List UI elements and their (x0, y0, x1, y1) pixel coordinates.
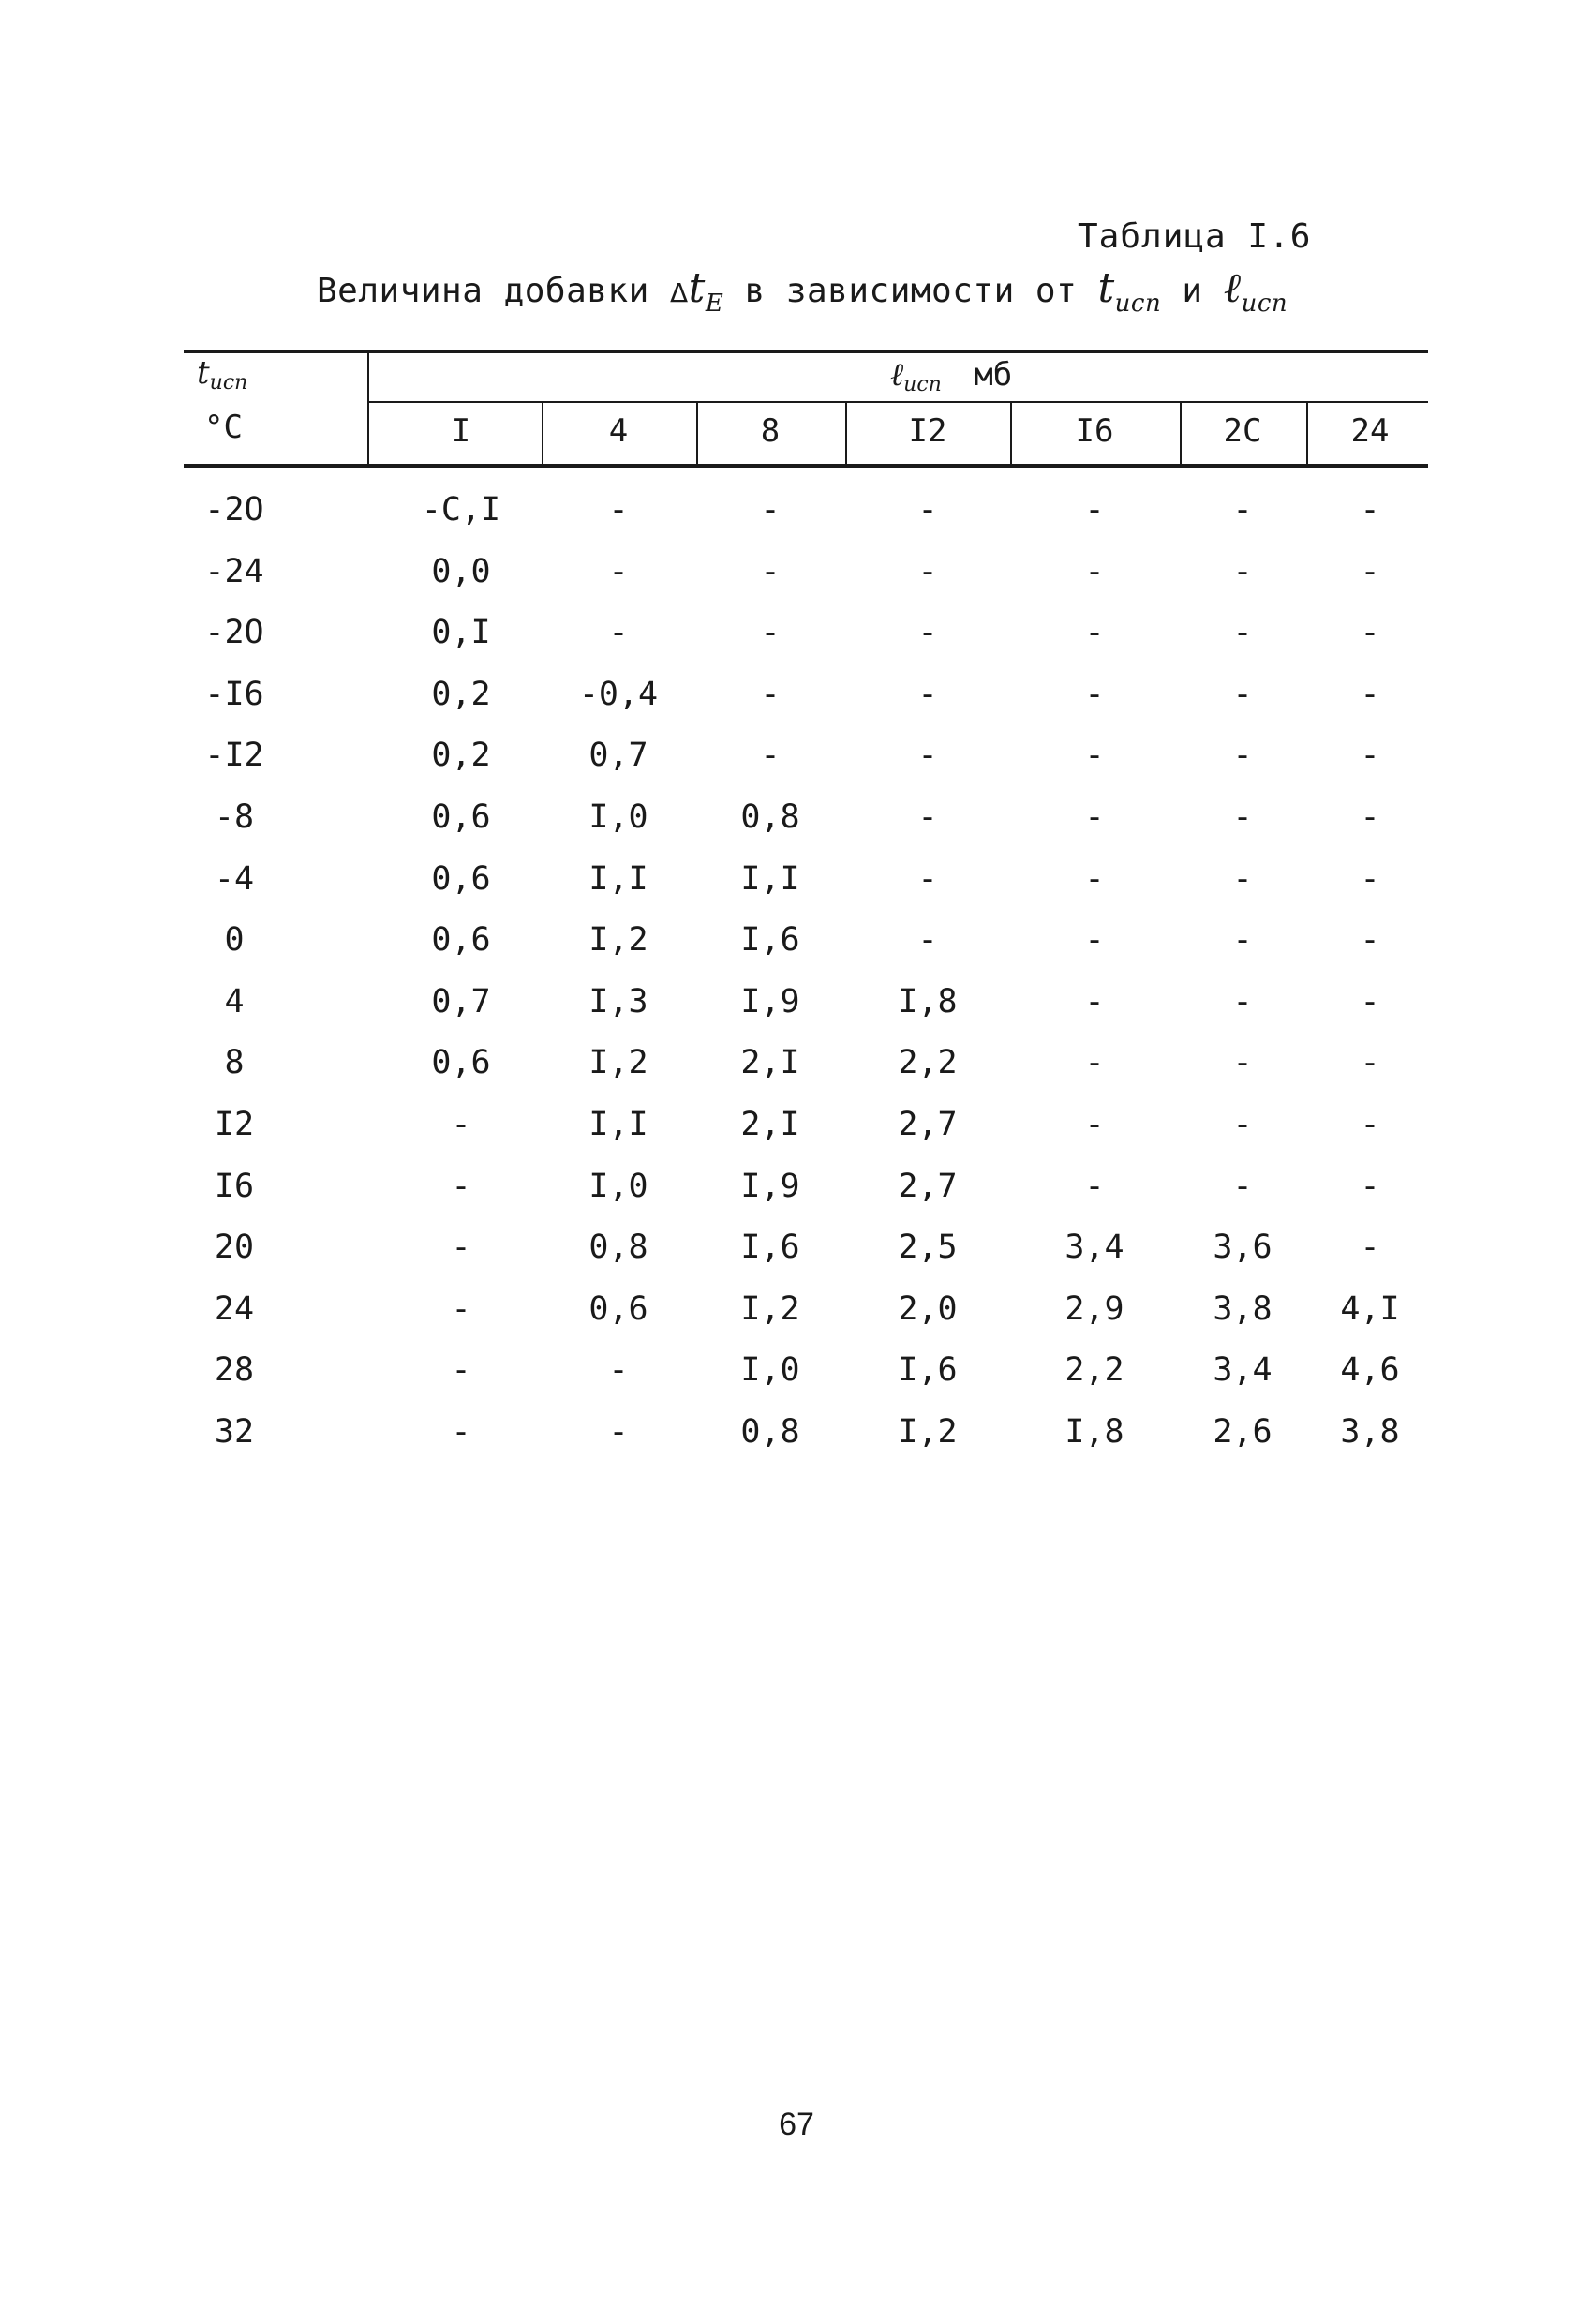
table-row (0, 1229, 1593, 1285)
table-cell: - (760, 676, 781, 713)
column-header: I6 (1075, 412, 1114, 450)
table-cell: I,I (588, 860, 648, 898)
table-row (0, 553, 1593, 609)
table-cell: I,I (740, 860, 800, 898)
caption-delta-symbol: Δ (669, 277, 689, 308)
table-cell: - (1084, 1106, 1105, 1143)
caption-and: и (1182, 272, 1203, 310)
table-cell: - (1360, 1106, 1380, 1143)
header-vline (1306, 403, 1308, 468)
table-cell: - (608, 1351, 629, 1389)
table-cell: 0,0 (431, 553, 491, 590)
table-cell: 0,6 (431, 860, 491, 898)
header-inner-divider (367, 401, 1428, 403)
row-temperature: 4 (224, 983, 245, 1020)
table-cell: - (1360, 983, 1380, 1020)
table-cell: - (1232, 798, 1253, 836)
table-header (184, 350, 1428, 468)
table-cell: - (917, 737, 938, 774)
row-temperature: 8 (224, 1044, 245, 1081)
table-cell: 2,0 (898, 1290, 958, 1328)
table-cell: - (917, 676, 938, 713)
table-caption (317, 264, 1288, 318)
row-temperature: -I2 (204, 737, 264, 774)
table-cell: 2,I (740, 1044, 800, 1081)
table-cell: I,8 (898, 983, 958, 1020)
header-vline (542, 403, 543, 468)
column-header: I2 (908, 412, 947, 450)
table-cell: -0,4 (578, 676, 659, 713)
table-cell: 0,8 (740, 1413, 800, 1451)
header-vline (367, 351, 369, 468)
table-cell: I,6 (740, 1229, 800, 1266)
row-temperature: -I6 (204, 676, 264, 713)
header-vline (1010, 403, 1012, 468)
table-cell: - (1232, 921, 1253, 959)
table-cell: 3,4 (1064, 1229, 1124, 1266)
table-cell: - (1360, 860, 1380, 898)
table-cell: - (1232, 614, 1253, 651)
table-cell: - (1084, 860, 1105, 898)
table-cell: - (1084, 676, 1105, 713)
table-row (0, 676, 1593, 732)
table-cell: - (1360, 1229, 1380, 1266)
table-cell: 3,6 (1213, 1229, 1273, 1266)
row-temperature: -2O (204, 491, 264, 529)
table-cell: - (1360, 1168, 1380, 1205)
table-cell: - (608, 491, 629, 529)
table-cell: 3,8 (1340, 1413, 1400, 1451)
table-cell: I,6 (898, 1351, 958, 1389)
table-cell: I,2 (588, 921, 648, 959)
table-cell: - (451, 1290, 471, 1328)
table-cell: - (1360, 737, 1380, 774)
table-cell: 2,2 (898, 1044, 958, 1081)
table-cell: - (1360, 921, 1380, 959)
table-row (0, 798, 1593, 855)
table-cell: 0,2 (431, 737, 491, 774)
table-cell: - (1084, 553, 1105, 590)
caption-l-isp-subscript: исп (1241, 290, 1288, 318)
table-cell: 3,8 (1213, 1290, 1273, 1328)
caption-prefix: Величина добавки (317, 272, 649, 310)
row-header-symbol (197, 354, 247, 395)
table-cell: - (1360, 798, 1380, 836)
table-cell: - (1084, 1168, 1105, 1205)
header-vline (696, 403, 698, 468)
table-cell: - (608, 1413, 629, 1451)
caption-middle: в зависимости от (744, 272, 1078, 310)
column-header: 24 (1350, 412, 1390, 450)
table-cell: - (1084, 1044, 1105, 1081)
row-temperature: 20 (214, 1229, 255, 1266)
table-cell: 0,8 (740, 798, 800, 836)
table-row (0, 1168, 1593, 1224)
table-cell: 2,2 (1064, 1351, 1124, 1389)
caption-e-subscript: E (705, 290, 724, 318)
table-row (0, 737, 1593, 793)
row-temperature: 0 (224, 921, 245, 959)
table-cell: 0,7 (431, 983, 491, 1020)
table-cell: I,2 (588, 1044, 648, 1081)
table-cell: - (608, 614, 629, 651)
table-cell: 2,5 (898, 1229, 958, 1266)
table-row (0, 1351, 1593, 1408)
table-cell: - (1084, 983, 1105, 1020)
table-cell: - (451, 1229, 471, 1266)
table-cell: I,0 (588, 798, 648, 836)
row-temperature: 28 (214, 1351, 255, 1389)
table-cell: I,0 (740, 1351, 800, 1389)
table-cell: 0,6 (431, 921, 491, 959)
table-cell: - (760, 491, 781, 529)
row-temperature: -2O (204, 614, 264, 651)
table-cell: 2,7 (898, 1168, 958, 1205)
table-cell: - (1232, 1168, 1253, 1205)
table-row (0, 860, 1593, 916)
table-number: Таблица I.6 (1078, 217, 1312, 256)
column-header: I (451, 412, 471, 450)
table-cell: - (1360, 614, 1380, 651)
table-cell: I,I (588, 1106, 648, 1143)
row-header-subscript: исп (209, 371, 248, 395)
table-cell: 0,6 (588, 1290, 648, 1328)
table-cell: - (1232, 1106, 1253, 1143)
table-row (0, 1044, 1593, 1100)
table-cell: 2,I (740, 1106, 800, 1143)
table-row (0, 614, 1593, 670)
table-cell: - (1232, 860, 1253, 898)
row-temperature: -4 (214, 860, 255, 898)
row-temperature: 24 (214, 1290, 255, 1328)
column-group-subscript: исп (903, 373, 942, 396)
table-row (0, 1290, 1593, 1347)
table-cell: - (760, 614, 781, 651)
table-cell: - (1232, 1044, 1253, 1081)
table-cell: - (1232, 491, 1253, 529)
row-temperature: -8 (214, 798, 255, 836)
column-header: 4 (608, 412, 629, 450)
table-cell: 0,I (431, 614, 491, 651)
table-cell: I,3 (588, 983, 648, 1020)
table-cell: I,2 (898, 1413, 958, 1451)
table-cell: I,2 (740, 1290, 800, 1328)
table-cell: 2,7 (898, 1106, 958, 1143)
table-cell: - (1232, 983, 1253, 1020)
table-cell: - (608, 553, 629, 590)
caption-t-isp-symbol: t (1097, 264, 1115, 312)
table-cell: - (1084, 491, 1105, 529)
table-row (0, 1413, 1593, 1469)
table-cell: - (1084, 737, 1105, 774)
table-cell: - (451, 1168, 471, 1205)
table-row (0, 983, 1593, 1039)
caption-t-symbol: t (688, 264, 706, 312)
page-number: 67 (779, 2107, 814, 2142)
table-cell: 4,6 (1340, 1351, 1400, 1389)
table-cell: 2,9 (1064, 1290, 1124, 1328)
table-cell: - (760, 737, 781, 774)
table-cell: - (1360, 1044, 1380, 1081)
table-cell: - (451, 1413, 471, 1451)
table-cell: 0,7 (588, 737, 648, 774)
table-cell: 3,4 (1213, 1351, 1273, 1389)
table-cell: - (917, 491, 938, 529)
table-cell: - (1360, 491, 1380, 529)
column-group-unit: мб (974, 356, 1013, 394)
table-cell: - (917, 798, 938, 836)
table-cell: - (760, 553, 781, 590)
table-cell: I,6 (740, 921, 800, 959)
table-cell: 0,2 (431, 676, 491, 713)
row-header-t: t (197, 354, 210, 392)
table-cell: 0,6 (431, 1044, 491, 1081)
table-cell: - (1232, 676, 1253, 713)
column-group-l: ℓ (890, 356, 904, 394)
table-cell: - (1360, 676, 1380, 713)
table-cell: 4,I (1340, 1290, 1400, 1328)
table-cell: - (1084, 921, 1105, 959)
column-header: 2C (1223, 412, 1262, 450)
table-cell: - (917, 614, 938, 651)
column-header: 8 (760, 412, 781, 450)
caption-l-isp-symbol: ℓ (1223, 264, 1242, 312)
table-cell: I,0 (588, 1168, 648, 1205)
table-cell: 0,8 (588, 1229, 648, 1266)
table-cell: - (1084, 798, 1105, 836)
table-cell: - (451, 1351, 471, 1389)
column-group-header (890, 356, 1012, 396)
table-cell: 2,6 (1213, 1413, 1273, 1451)
table-row (0, 1106, 1593, 1162)
table-cell: - (451, 1106, 471, 1143)
table-cell: - (1232, 737, 1253, 774)
row-temperature: 32 (214, 1413, 255, 1451)
row-temperature: I2 (214, 1106, 255, 1143)
table-cell: - (917, 921, 938, 959)
table-cell: - (917, 860, 938, 898)
table-cell: -C,I (421, 491, 501, 529)
table-cell: - (917, 553, 938, 590)
table-cell: - (1360, 553, 1380, 590)
row-header-unit: °C (204, 409, 243, 446)
table-cell: I,8 (1064, 1413, 1124, 1451)
table-cell: - (1084, 614, 1105, 651)
table-cell: I,9 (740, 1168, 800, 1205)
row-temperature: I6 (214, 1168, 255, 1205)
table-cell: I,9 (740, 983, 800, 1020)
header-vline (845, 403, 847, 468)
table-cell: - (1232, 553, 1253, 590)
header-vline (1180, 403, 1182, 468)
table-row (0, 491, 1593, 547)
row-temperature: -24 (204, 553, 264, 590)
table-row (0, 921, 1593, 977)
table-cell: 0,6 (431, 798, 491, 836)
caption-t-isp-subscript: исп (1114, 290, 1162, 318)
